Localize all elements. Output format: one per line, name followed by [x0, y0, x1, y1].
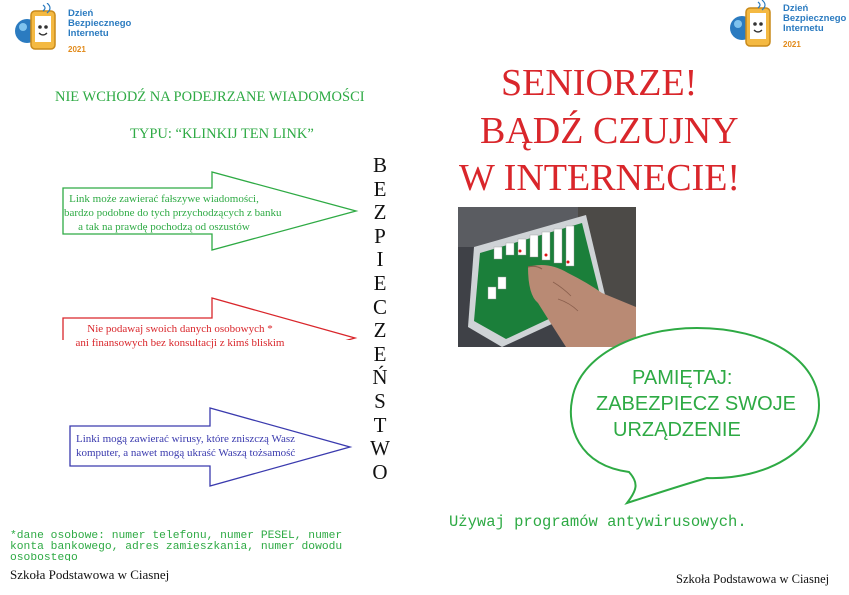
arrow-line: komputer, a nawet mogą ukraść Waszą tożsamość: [76, 447, 296, 459]
footnote-line: *dane osobowe: numer telefonu, numer PESEL, numer: [10, 530, 343, 542]
logo-line: Bezpiecznego: [783, 13, 847, 24]
arrow-line: Link może zawierać fałszywe wiadomości,: [69, 193, 259, 205]
logo-year: 2021: [783, 40, 801, 49]
logo-line: Bezpiecznego: [68, 18, 132, 29]
footer-left: Szkoła Podstawowa w Ciasnej: [10, 567, 170, 582]
letter: P: [374, 223, 386, 248]
heading-line-2: TYPU: “KLINKIJ TEN LINK”: [130, 126, 314, 142]
letter: C: [372, 294, 387, 319]
arrow-line: bardzo podobne do tych przychodzących z banku: [64, 207, 282, 219]
letter: W: [370, 436, 390, 461]
letter: Z: [373, 200, 387, 225]
arrow-text-green: [64, 192, 282, 234]
logo-line: Internetu: [783, 23, 824, 34]
logo-text: [783, 4, 846, 34]
letter: S: [374, 388, 386, 413]
logo-icon: [728, 0, 780, 56]
letter: Ń: [372, 365, 388, 390]
arrows-layer-2: [0, 0, 360, 500]
logo-line: Dzień: [68, 8, 94, 19]
logo-line: Dzień: [783, 3, 809, 14]
arrow-line: Nie podawaj swoich danych osobowych *: [87, 323, 273, 335]
vertical-word: [363, 154, 397, 484]
letter: E: [373, 176, 387, 201]
letter: Z: [373, 318, 387, 343]
letter: E: [373, 270, 387, 295]
letter: T: [373, 412, 387, 437]
letter: B: [372, 153, 387, 177]
footnote-line: konta bankowego, adres zamieszkania, numer dowodu: [10, 541, 343, 553]
antivirus-text: Używaj programów antywirusowych.: [449, 513, 747, 531]
footnote: [10, 531, 342, 561]
letter: O: [372, 459, 388, 484]
arrow-line: a tak na prawdę pochodzą od oszustów: [78, 221, 250, 233]
footnote-line: osobostego: [10, 553, 78, 561]
letter: E: [373, 341, 387, 366]
title-line-2: BĄDŹ CZUJNY: [480, 110, 739, 152]
arrow-line: ani finansowych bez konsultacji z kimś bliskim: [75, 337, 285, 349]
bubble-line-1: PAMIĘTAJ:: [632, 367, 733, 389]
title-line-1: SENIORZE!: [501, 62, 698, 104]
logo-line: Internetu: [68, 28, 109, 39]
title-line-3: W INTERNECIE!: [459, 157, 741, 199]
arrow-text-red: [70, 322, 290, 350]
bubble-line-3: URZĄDZENIE: [613, 419, 741, 441]
footer-right: Szkoła Podstawowa w Ciasnej: [676, 572, 830, 586]
arrow-text-blue: [76, 432, 296, 460]
logo-right: [728, 0, 849, 56]
arrow-line: Linki mogą zawierać wirusy, które zniszczą Wasz: [76, 433, 296, 445]
heading-line-1: NIE WCHODŹ NA PODEJRZANE WIADOMOŚCI: [55, 89, 365, 105]
bubble-line-2: ZABEZPIECZ SWOJE: [596, 393, 797, 415]
logo-year: 2021: [68, 45, 86, 54]
letter: I: [376, 247, 384, 272]
